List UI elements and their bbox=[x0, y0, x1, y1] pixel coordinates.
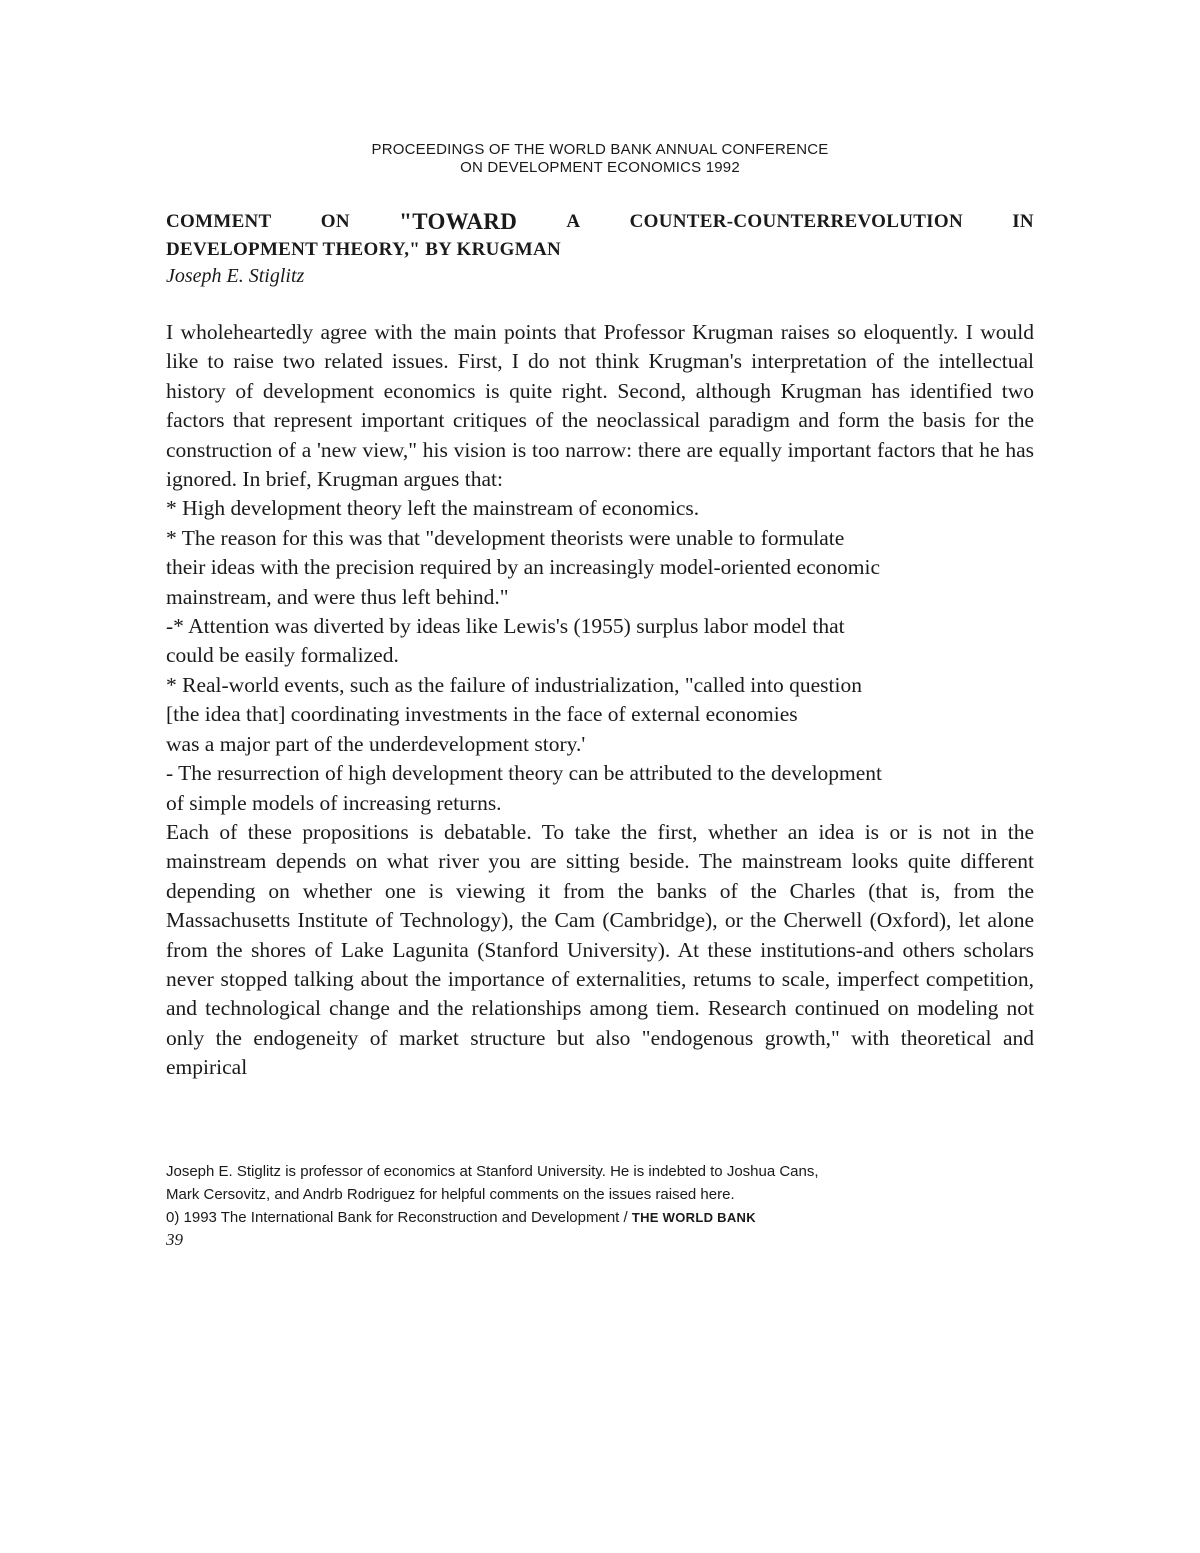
copyright-line bbox=[166, 1206, 1034, 1229]
header-line-1: PROCEEDINGS OF THE WORLD BANK ANNUAL CONFERENCE bbox=[371, 141, 829, 158]
bullet-line: could be easily formalized. bbox=[166, 643, 399, 668]
title-word: ON bbox=[320, 211, 350, 232]
title-word: IN bbox=[1012, 211, 1034, 232]
bullet-line: mainstream, and were thus left behind." bbox=[166, 584, 509, 609]
author-footnote bbox=[166, 1160, 1034, 1251]
bullet-item bbox=[166, 671, 1034, 759]
article-body bbox=[166, 318, 1034, 1083]
title-word: COMMENT bbox=[166, 211, 272, 232]
bullet-line: of simple models of increasing returns. bbox=[166, 790, 502, 815]
title-line-2: DEVELOPMENT THEORY," BY KRUGMAN bbox=[166, 239, 562, 260]
second-paragraph: Each of these propositions is debatable. To take the first, whether an idea is or is not in the mainstream depends on what river you are sitting beside. The mainstream looks quite different depending on whether one is viewing it from the banks of the Charles (that is, from the Massachusetts Institute of Technology), the Cam (Cambridge), or the Cherwell (Oxford), let alone from the shores of Lake Lagunita (Stanford University). At these institutions-and others scholars never stopped talking about the importance of externalities, retums to scale, imperfect competition, and technological change and the relationships among tiem. Research continued on modeling not only the endogeneity of market structure but also "endogenous growth," with theoretical and empirical bbox=[166, 819, 1034, 1080]
bullet-line: * The reason for this was that "development theorists were unable to formulate bbox=[166, 525, 845, 550]
bullet-line: - The resurrection of high development theory can be attributed to the development bbox=[166, 761, 883, 786]
bullet-line: -* Attention was diverted by ideas like Lewis's (1955) surplus labor model that bbox=[166, 614, 845, 639]
title-word: "TOWARD bbox=[399, 209, 518, 234]
bullet-line: [the idea that] coordinating investments in the face of external economies bbox=[166, 702, 798, 727]
footnote-line-1: Joseph E. Stiglitz is professor of economics at Stanford University. He is indebted to Joshua Cans, bbox=[166, 1163, 819, 1180]
article-title bbox=[166, 208, 1034, 264]
bullet-line: was a major part of the underdevelopment story.' bbox=[166, 731, 586, 756]
author-name: Joseph E. Stiglitz bbox=[166, 265, 305, 287]
bullet-item bbox=[166, 612, 1034, 671]
page-number: 39 bbox=[166, 1230, 183, 1249]
footnote-line-2: Mark Cersovitz, and Andrb Rodriguez for helpful comments on the issues raised here. bbox=[166, 1186, 735, 1203]
copyright-text: 0) 1993 The International Bank for Reconstruction and Development / bbox=[166, 1209, 632, 1226]
proceedings-header bbox=[166, 141, 1034, 177]
title-line-1 bbox=[166, 208, 1034, 236]
bullet-line: their ideas with the precision required by an increasingly model-oriented economic bbox=[166, 555, 881, 580]
bullet-item bbox=[166, 759, 1034, 818]
bullet-line: * Real-world events, such as the failure of industrialization, "called into question bbox=[166, 672, 862, 697]
title-word: COUNTER-COUNTERREVOLUTION bbox=[629, 211, 963, 232]
header-line-2: ON DEVELOPMENT ECONOMICS 1992 bbox=[460, 159, 740, 176]
bullet-item bbox=[166, 524, 1034, 612]
bullet-item: * High development theory left the mainstream of economics. bbox=[166, 496, 700, 521]
world-bank-label bbox=[632, 1210, 756, 1225]
title-word: A bbox=[566, 211, 581, 232]
intro-paragraph: I wholeheartedly agree with the main points that Professor Krugman raises so eloquently. I would like to raise two related issues. First, I do not think Krugman's interpretation of the intellectual history of development economics is quite right. Second, although Krugman has identified two factors that represent important critiques of the neoclassical paradigm and form the basis for the construction of a 'new view," his vision is too narrow: there are equally important factors that he has ignored. In brief, Krugman argues that: bbox=[166, 320, 1034, 492]
world-bank-text: THE WORLD BANK bbox=[631, 1210, 756, 1225]
